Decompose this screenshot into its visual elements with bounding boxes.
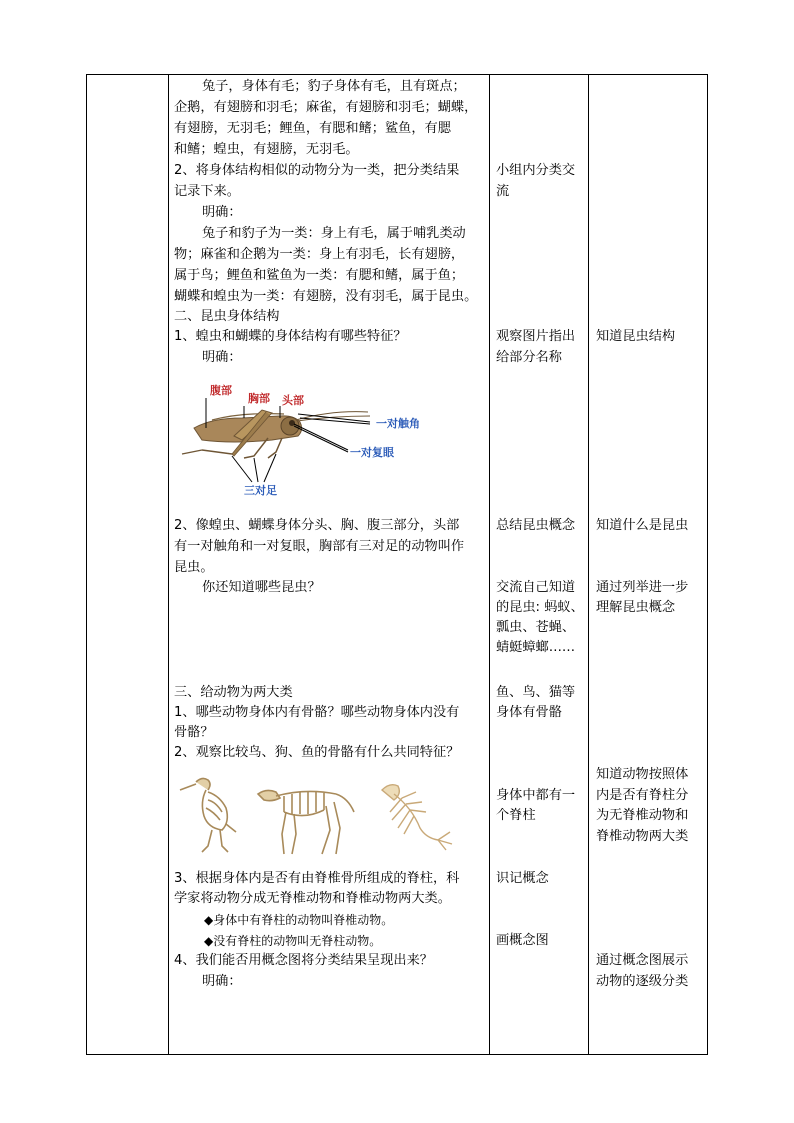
activity-observe-line-1: 观察图片指出 — [496, 329, 576, 344]
objective-insect-definition: 知道什么是昆虫 — [596, 518, 689, 533]
insect-definition-line-2: 有一对触角和一对复眼，胸部有三对足的动物叫作 — [174, 539, 465, 554]
activity-spine-line-2: 个脊柱 — [496, 808, 536, 823]
animal-features-line-2: 企鹅，有翅膀和羽毛；麻雀，有翅膀和羽毛；蝴蝶， — [174, 100, 478, 115]
abdomen-label: 腹部 — [210, 384, 232, 397]
question-2-line-1: 2、将身体结构相似的动物分为一类，把分类结果 — [174, 163, 460, 178]
column-divider-3 — [588, 74, 589, 1055]
objective-concept-map-line-2: 动物的逐级分类 — [596, 974, 689, 989]
activity-memorize: 识记概念 — [496, 871, 549, 886]
section-3-question-1-line-2: 骨骼？ — [174, 725, 214, 740]
insect-definition-line-3: 昆虫。 — [174, 560, 214, 575]
fish-skeleton-image — [382, 785, 452, 850]
animal-features-line-1: 兔子，身体有毛；豹子身体有毛，且有斑点； — [202, 79, 466, 94]
section-3-question-2: 2、观察比较鸟、狗、鱼的骨骼有什么共同特征？ — [174, 745, 460, 760]
column-divider-2 — [489, 74, 490, 1055]
objective-examples-line-2: 理解昆虫概念 — [596, 600, 676, 615]
legs-label: 三对足 — [244, 484, 277, 497]
objective-vertebrate-line-4: 脊椎动物两大类 — [596, 829, 689, 844]
vertebrate-definition: ◆身体中有脊柱的动物叫脊椎动物。 — [204, 913, 394, 927]
thorax-label: 胸部 — [248, 392, 270, 405]
activity-summarize: 总结昆虫概念 — [496, 518, 576, 533]
activity-insects-line-3: 瓢虫、苍蝇、 — [496, 620, 576, 635]
bird-skeleton-image — [180, 778, 236, 852]
objective-concept-map-line-1: 通过概念图展示 — [596, 953, 689, 968]
section-2-heading: 二、昆虫身体结构 — [174, 309, 280, 324]
activity-group-classify-line-2: 流 — [496, 184, 510, 199]
other-insects-question: 你还知道哪些昆虫？ — [202, 580, 321, 595]
animal-features-line-3: 有翅膀，无羽毛；鲤鱼，有腮和鳍；鲨鱼，有腮 — [174, 121, 451, 136]
activity-group-classify-line-1: 小组内分类交 — [496, 163, 576, 178]
objective-insect-structure: 知道昆虫结构 — [596, 329, 676, 344]
objective-vertebrate-line-1: 知道动物按照体 — [596, 767, 689, 782]
mingque-label: 明确： — [202, 350, 242, 365]
spine-concept-line-1: 3、根据身体内是否有由脊椎骨所组成的脊柱，科 — [174, 871, 460, 886]
activity-insects-line-1: 交流自己知道 — [496, 580, 576, 595]
activity-bones-line-1: 鱼、鸟、猫等 — [496, 685, 576, 700]
column-divider-1 — [168, 74, 169, 1055]
classification-line-2: 物；麻雀和企鹅为一类：身上有羽毛，长有翅膀， — [174, 247, 465, 262]
activity-insects-line-2: 的昆虫: 蚂蚁、 — [496, 600, 584, 615]
classification-line-3: 属于鸟；鲤鱼和鲨鱼为一类：有腮和鳍，属于鱼； — [174, 268, 465, 283]
insect-definition-line-1: 2、像蝗虫、蝴蝶身体分头、胸、腹三部分，头部 — [174, 518, 460, 533]
section-3-question-4: 4、我们能否用概念图将分类结果呈现出来？ — [174, 953, 433, 968]
mingque-label: 明确： — [202, 205, 242, 220]
section-3-question-1-line-1: 1、哪些动物身体内有骨骼？哪些动物身体内没有 — [174, 705, 460, 720]
section-3-heading: 三、给动物为两大类 — [174, 685, 293, 700]
activity-bones-line-2: 身体有骨骼 — [496, 705, 562, 720]
mingque-label: 明确： — [202, 974, 242, 989]
dog-skeleton-image — [258, 790, 354, 854]
antennae-label: 一对触角 — [376, 417, 420, 430]
classification-line-4: 蝴蝶和蝗虫为一类：有翅膀，没有羽毛，属于昆虫。 — [174, 289, 478, 304]
activity-draw-concept-map: 画概念图 — [496, 933, 549, 948]
classification-line-1: 兔子和豹子为一类：身上有毛，属于哺乳类动 — [202, 226, 466, 241]
invertebrate-definition: ◆没有脊柱的动物叫无脊柱动物。 — [204, 934, 382, 948]
skeleton-images — [176, 772, 466, 862]
objective-vertebrate-line-2: 内是否有脊柱分 — [596, 788, 689, 803]
activity-observe-line-2: 给部分名称 — [496, 350, 562, 365]
head-label: 头部 — [282, 394, 304, 407]
objective-vertebrate-line-3: 为无脊椎动物和 — [596, 808, 689, 823]
eyes-label: 一对复眼 — [350, 446, 394, 459]
objective-examples-line-1: 通过列举进一步 — [596, 580, 689, 595]
activity-spine-line-1: 身体中都有一 — [496, 788, 576, 803]
section-2-question-1: 1、蝗虫和蝴蝶的身体结构有哪些特征？ — [174, 329, 407, 344]
question-2-line-2: 记录下来。 — [174, 184, 240, 199]
animal-features-line-4: 和鳍；蝗虫，有翅膀，无羽毛。 — [174, 142, 359, 157]
spine-concept-line-2: 学家将动物分成无脊椎动物和脊椎动物两大类。 — [174, 891, 451, 906]
activity-insects-line-4: 蜻蜓蟑螂…… — [496, 640, 576, 655]
grasshopper-diagram — [172, 378, 462, 500]
grasshopper-illustration — [182, 410, 370, 458]
